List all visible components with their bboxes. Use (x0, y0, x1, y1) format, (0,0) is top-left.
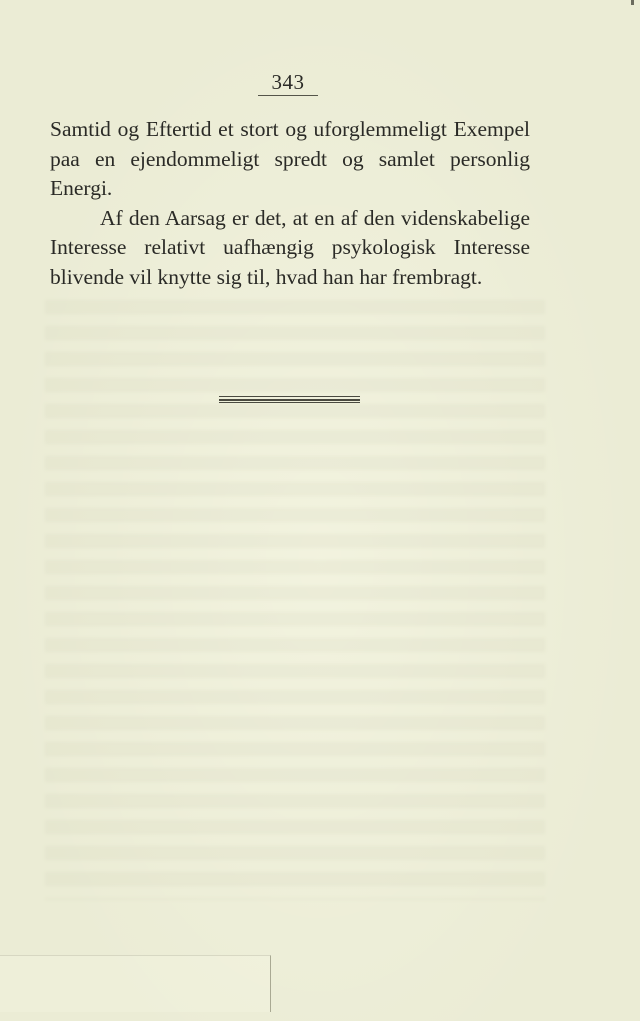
paragraph-1: Samtid og Eftertid et stort og uforglemmeligt Exempel paa en ejendommeligt spredt og samlet personlig Energi. (50, 117, 530, 200)
page-stub-edge (0, 955, 271, 1012)
show-through-bleed (45, 300, 545, 900)
section-divider-rule (219, 396, 360, 404)
divider-line-bottom (219, 402, 360, 403)
divider-line-middle (219, 399, 360, 401)
corner-mark (631, 0, 634, 5)
page-number: 343 (258, 70, 318, 96)
paragraph-2: Af den Aarsag er det, at en af den videnskabelige Interesse relativt uafhængig psykologisk Interesse blivende vil knytte sig til, hvad han har frembragt. (50, 205, 530, 289)
body-text (50, 115, 530, 292)
divider-line-top (219, 396, 360, 397)
